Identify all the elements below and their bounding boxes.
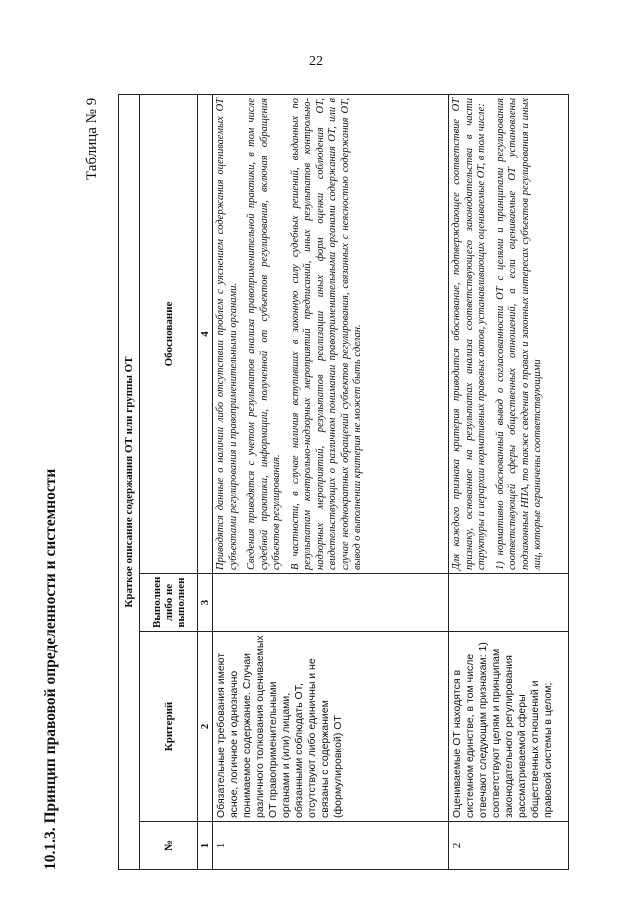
table-caption: Краткое описание содержания ОТ или группы ОТ xyxy=(119,94,140,869)
rationale-paragraph: Для каждого признака критерия приводится обоснование, подтверждающее соответствие ОТ признаку, основанное на результатах анализа соответствующего законодательства в части структуры и иерархии нормативных правовых актов, устанавливающих оцениваемые ОТ, в том числе: xyxy=(451,97,487,570)
criterion-text: Обязательные требования имеют ясное, логичное и однозначно понимаемое содержание. Случаи различного толкования оцениваемых ОТ правоприменительными органами и (или) лицами, обязанными соблюдать ОТ, отсутствуют либо единичны и не связаны с содержанием (формулировкой) ОТ xyxy=(213,632,449,822)
table-label: Таблица № 9 xyxy=(84,97,100,180)
rationale-paragraph: 1) нормативно обоснованный вывод о согласованности ОТ с целями и принципами регулирования соответствующей сферы общественных отношений, а если оцениваемые ОТ установлены подзаконным НПА, то также сведения о правах и законных интересах субъектов регулирования и иных лиц, которые ограничены соответствующими xyxy=(494,97,543,570)
rationale-paragraph: Приводятся данные о наличии либо отсутствии проблем с уяснением содержания оцениваемых ОТ субъектами регулирования и правоприменительными органами. xyxy=(215,97,239,570)
rationale-cell xyxy=(213,94,449,573)
column-number: 3 xyxy=(198,574,213,632)
header-criterion: Критерий xyxy=(140,632,198,822)
table-row xyxy=(213,94,449,869)
rationale-paragraph: Сведения приводятся с учетом результатов анализа правоприменительной практики, в том числе судебной практики, информации, полученной от субъектов регулирования, включая обращения субъектов регулирования. xyxy=(246,97,282,570)
header-number: № xyxy=(140,822,198,870)
row-index: 2 xyxy=(449,822,569,870)
table-row xyxy=(449,94,569,869)
criteria-table xyxy=(118,94,569,870)
header-status: Выполнен либо не выполнен xyxy=(140,574,198,632)
rationale-cell xyxy=(449,94,569,573)
header-rationale: Обоснование xyxy=(140,94,198,573)
section-heading: 10.1.3. Принцип правовой определенности и системности xyxy=(42,468,59,870)
column-number: 2 xyxy=(198,632,213,822)
column-number: 4 xyxy=(198,94,213,573)
rotated-landscape-content xyxy=(40,80,600,880)
column-number: 1 xyxy=(198,822,213,870)
page-number: 22 xyxy=(309,54,323,69)
row-index: 1 xyxy=(213,822,449,870)
status-cell xyxy=(449,574,569,632)
criterion-text: Оцениваемые ОТ находятся в системном единстве, в том числе отвечают следующим признакам: 1) соответствуют целям и принципам законодательного регулирования рассматриваемой сферы общественных отношений и правовой системы в целом; xyxy=(449,632,569,822)
status-cell xyxy=(213,574,449,632)
rationale-paragraph: В частности, в случае наличия вступивших в законную силу судебных решений, выданных по результатам контрольно-надзорных мероприятий предписаний, иных результатов контрольно-надзорных мероприятий, результатов реализации иных форм оценки соблюдения ОТ, свидетельствующих о различном понимании правоприменительными органами содержания ОТ, или в случае неоднократных обращений субъектов регулирования, связанных с неясностью содержания ОТ, вывод о выполнении критерия не может быть сделан. xyxy=(289,97,363,570)
